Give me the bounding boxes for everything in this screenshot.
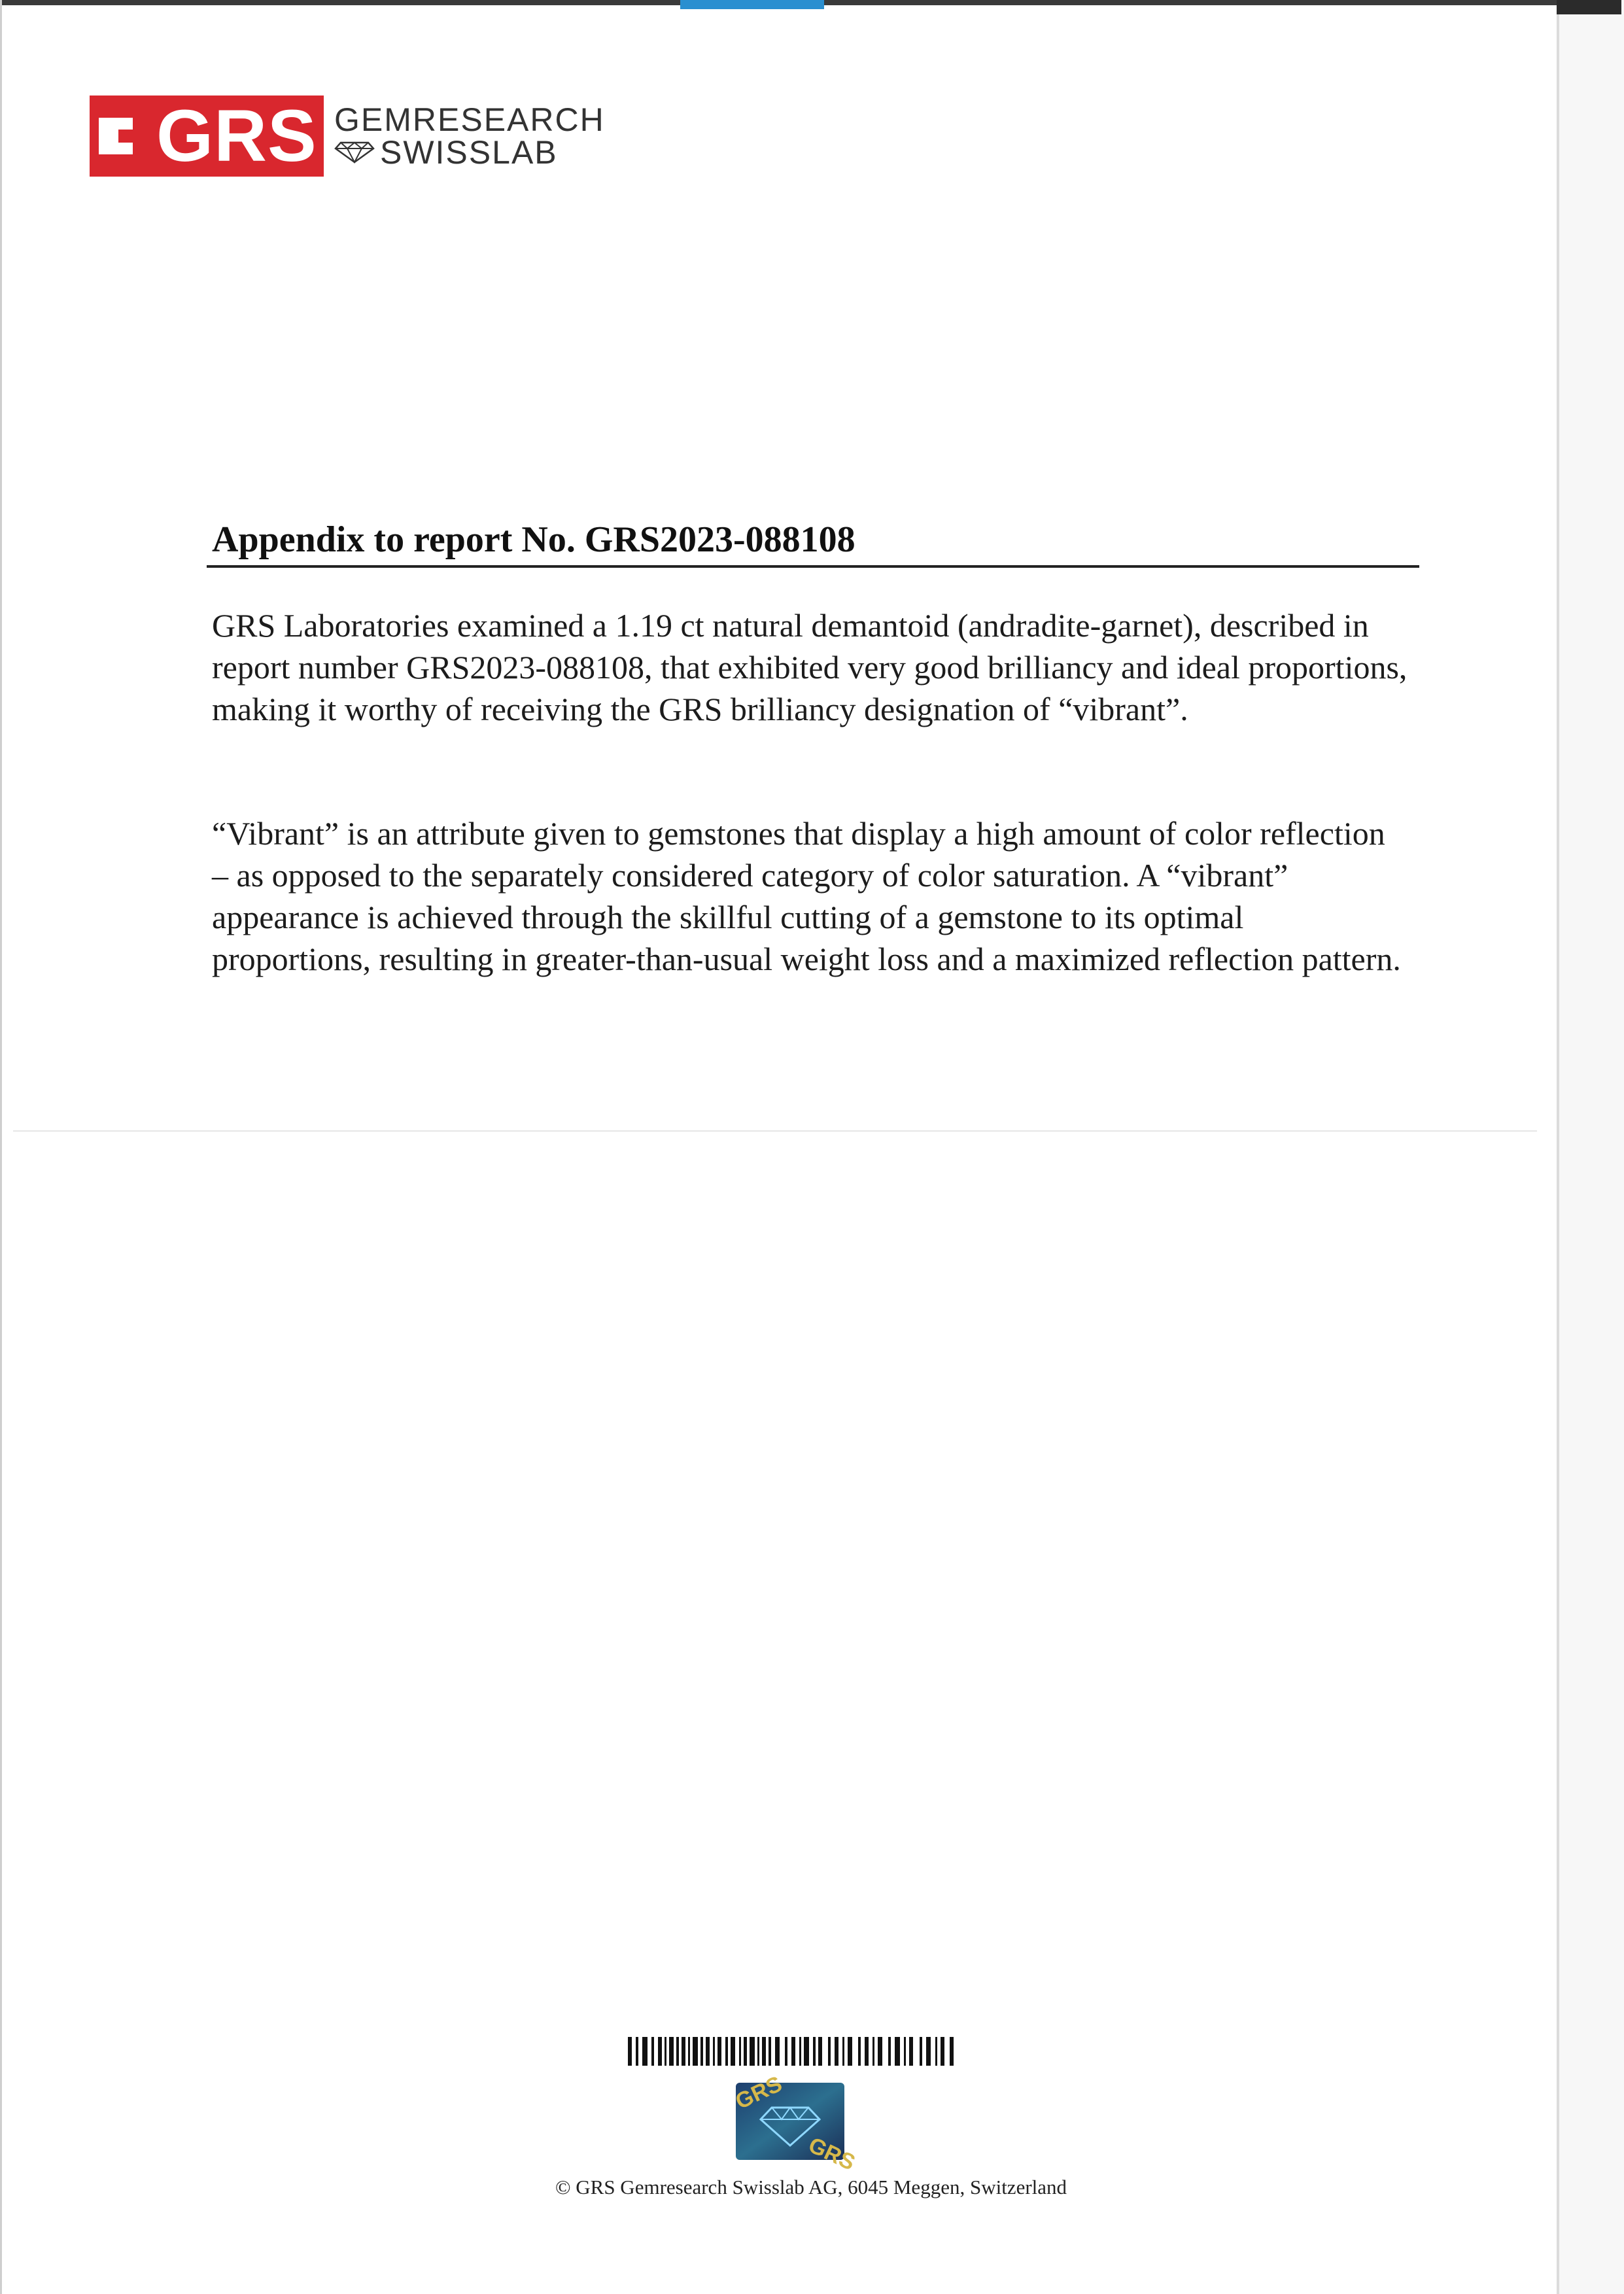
appendix-heading: Appendix to report No. GRS2023-088108 — [212, 519, 855, 560]
logo-line2-row — [334, 136, 605, 169]
logo-red-box — [90, 96, 324, 177]
grs-logo — [90, 96, 605, 177]
footer-copyright: © GRS Gemresearch Swisslab AG, 6045 Meggen, Switzerland — [555, 2176, 1067, 2198]
scan-tape — [680, 0, 824, 9]
swiss-cross-icon — [99, 118, 133, 154]
heading-rule — [207, 565, 1419, 568]
barcode-icon — [628, 2037, 955, 2066]
paragraph-vibrant-definition: “Vibrant” is an attribute given to gemstones that display a high amount of color reflection – as opposed to the separately considered category of color saturation. A “vibrant” appearance is achieved through the skillful cutting of a gemstone to its optimal proportions, resulting in greater-than-usual weight loss and a maximized reflection pattern. — [212, 815, 1401, 977]
fold-line — [13, 1130, 1537, 1132]
hologram-text-2: GRS — [804, 2132, 859, 2176]
hologram-icon — [731, 2071, 859, 2176]
diamond-icon — [334, 141, 375, 164]
logo-subtitle — [334, 103, 605, 169]
logo-line1: GEMRESEARCH — [334, 101, 605, 138]
hologram-text-1: GRS — [731, 2071, 786, 2115]
scan-edge-right-top — [1557, 0, 1621, 14]
logo-line2: SWISSLAB — [380, 134, 558, 171]
scan-edge-right — [1557, 0, 1624, 2294]
paragraph-examination: GRS Laboratories examined a 1.19 ct natural demantoid (andradite-garnet), described in report number GRS2023-088108, that exhibited very good brilliancy and ideal proportions, making it worthy of receiving the GRS brilliancy designation of “vibrant”. — [212, 607, 1408, 727]
logo-mark: GRS — [156, 95, 317, 177]
scan-edge-left — [0, 0, 2, 2294]
